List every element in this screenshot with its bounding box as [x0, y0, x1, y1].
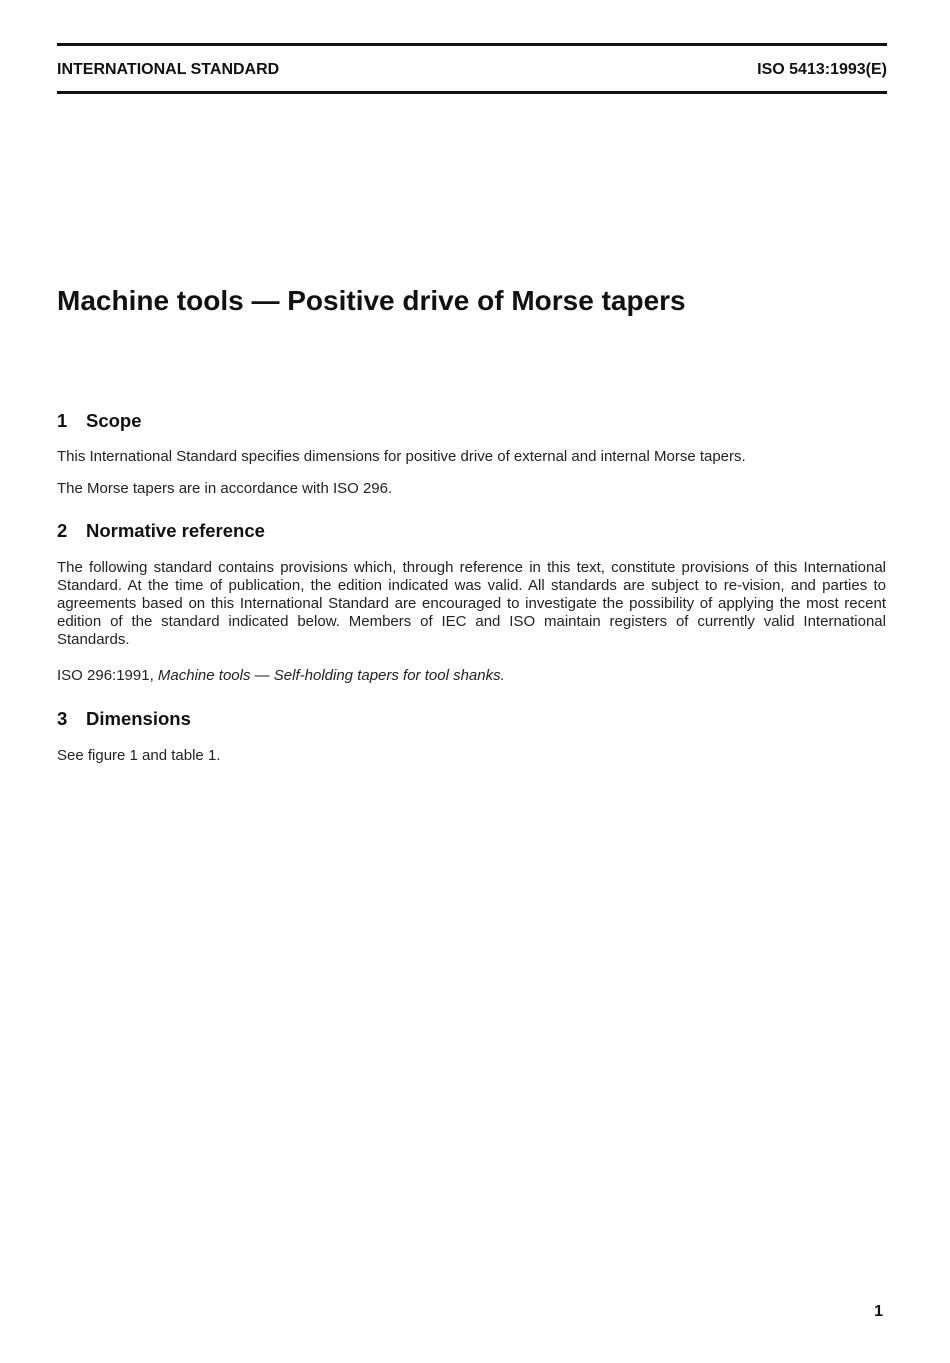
normative-reference-citation [57, 667, 886, 685]
page-number: 1 [874, 1303, 883, 1320]
header-top-rule [57, 43, 887, 46]
dimensions-paragraph: See figure 1 and table 1. [57, 747, 221, 764]
header-bottom-rule [57, 91, 887, 94]
section-number: 1 [57, 410, 68, 431]
page-title: Machine tools — Positive drive of Morse tapers [57, 285, 686, 316]
section-number: 2 [57, 520, 68, 541]
section-title: Scope [86, 410, 142, 431]
reference-title: Machine tools — Self-holding tapers for tool shanks. [157, 667, 505, 684]
section-title: Dimensions [86, 708, 191, 729]
section-heading-normative-reference [57, 519, 265, 543]
standard-number: ISO 5413:1993(E) [757, 61, 887, 78]
section-number: 3 [57, 708, 68, 729]
scope-paragraph-2: The Morse tapers are in accordance with ISO 296. [57, 480, 393, 497]
normative-reference-paragraph: The following standard contains provisions which, through reference in this text, constitute provisions of this International Standard. At the time of publication, the edition indicated was valid. All standards are subject to re-vision, and parties to agreements based on this International Standard are encouraged to investigate the possibility of applying the most recent edition of the standard indicated below. Members of IEC and ISO maintain registers of currently valid International Standards. [57, 559, 886, 648]
reference-code: ISO 296:1991, [57, 667, 154, 684]
document-type-label: INTERNATIONAL STANDARD [57, 61, 280, 78]
scope-paragraph-1: This International Standard specifies dimensions for positive drive of external and internal Morse tapers. [57, 448, 746, 465]
section-heading-scope [57, 409, 142, 433]
section-heading-dimensions [57, 707, 191, 731]
section-title: Normative reference [86, 520, 265, 541]
